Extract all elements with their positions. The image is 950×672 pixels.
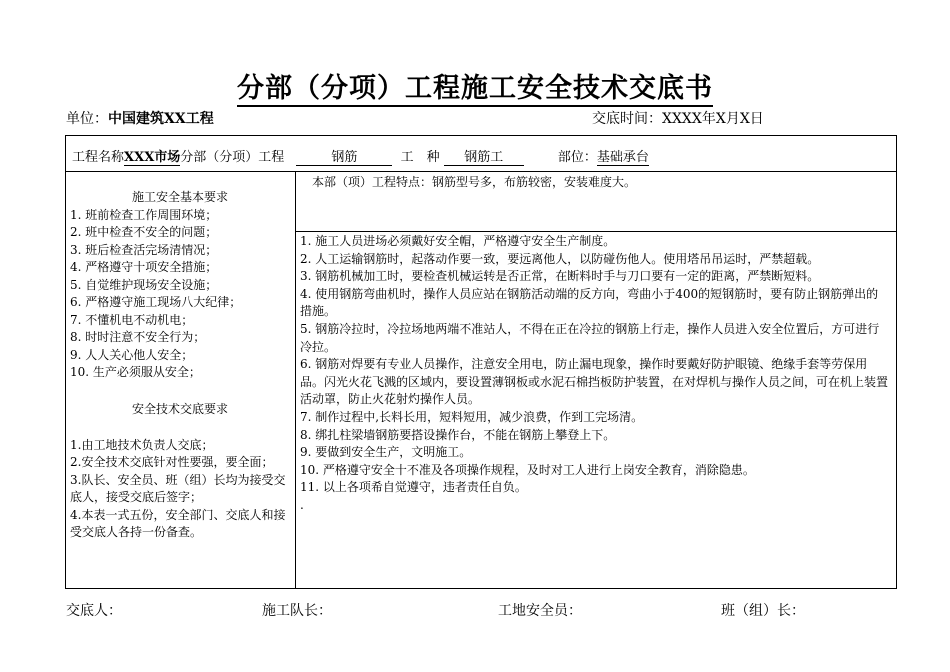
subproject-value: 钢筋 — [296, 146, 392, 166]
list-item: 7. 制作过程中,长料长用，短料短用，减少浪费，作到工完场清。 — [300, 409, 644, 424]
unit-line — [66, 108, 214, 128]
basic-requirements — [70, 189, 290, 382]
list-item: 6. 钢筋对焊要有专业人员操作，注意安全用电，防止漏电现象，操作时要戴好防护眼镜、绝缘手套等劳保用品。闪光火花飞溅的区域内，要设置薄钢板或水泥石棉挡板防护装置，在对焊机与操作人员之间，可在机上装置活动罩，防止火花射灼操作人员。 — [300, 357, 889, 407]
work-type-value: 钢筋工 — [444, 146, 524, 166]
list-item: 6. 严格遵守施工现场八大纪律； — [70, 295, 242, 309]
project-row — [72, 146, 649, 166]
disclosure-requirements — [70, 401, 290, 542]
column-divider — [295, 171, 296, 588]
list-item: 5. 钢筋冷拉时，冷拉场地两端不准站人，不得在正在冷拉的钢筋上行走，操作人员进入安全位置后，方可进行冷拉。 — [300, 321, 880, 354]
list-item: 4. 严格遵守十项安全措施； — [70, 260, 218, 274]
project-features: 本部（项）工程特点：钢筋型号多，布筋较密，安装难度大。 — [312, 175, 637, 189]
list-item: 1.由工地技术负责人交底； — [70, 437, 214, 452]
disclosure-heading: 安全技术交底要求 — [131, 402, 228, 416]
list-item: 10. 严格遵守安全十不准及各项操作规程，及时对工人进行上岗安全教育，消除隐患。 — [300, 462, 755, 477]
list-item: 1. 施工人员进场必须戴好安全帽，严格遵守安全生产制度。 — [300, 234, 616, 248]
safety-officer-signature: 工地安全员： — [498, 603, 582, 619]
safety-measures — [300, 233, 890, 515]
date-line: 交底时间：XXXX年X月X日 — [592, 111, 764, 127]
work-type-label: 工 种 — [400, 150, 440, 165]
list-item: 4.本表一式五份，安全部门、交底人和接受交底人各持一份备查。 — [70, 507, 286, 539]
part-label: 部位： — [557, 150, 597, 165]
list-item: 2. 人工运输钢筋时，起落动作要一致，要远离他人，以防碰伤他人。使用塔吊吊运时，严禁超载。 — [300, 251, 820, 266]
project-name-value: XXX市场 — [124, 150, 181, 165]
group-leader-signature: 班（组）长： — [721, 603, 805, 619]
basic-heading: 施工安全基本要求 — [131, 190, 228, 204]
discloser-signature: 交底人： — [66, 603, 122, 619]
team-leader-signature: 施工队长： — [262, 603, 332, 619]
subproject-label: 分部（分项）工程 — [180, 150, 285, 165]
list-item: 2. 班中检查不安全的问题； — [70, 225, 218, 239]
list-item: 4. 使用钢筋弯曲机时，操作人员应站在钢筋活动端的反方向，弯曲小于400的短钢筋时，要有防止钢筋弹出的措施。 — [300, 286, 879, 319]
list-item: 10. 生产必须服从安全； — [70, 365, 201, 379]
list-item: 3. 班后检查活完场清情况； — [70, 242, 218, 257]
unit-label: 单位： — [66, 111, 108, 127]
list-item: 5. 自觉维护现场安全设施； — [70, 277, 218, 292]
row-divider — [66, 171, 896, 172]
list-item: . — [300, 497, 304, 512]
list-item: 2.安全技术交底针对性要强，要全面； — [70, 455, 274, 469]
list-item: 9. 要做到安全生产，文明施工。 — [300, 445, 472, 460]
list-item: 3.队长、安全员、班（组）长均为接受交底人，接受交底后签字； — [70, 472, 286, 504]
list-item: 11. 以上各项希自觉遵守，违者责任自负。 — [300, 480, 527, 495]
project-name-label: 工程名称 — [72, 150, 125, 165]
list-item: 9. 人人关心他人安全； — [70, 347, 194, 362]
list-item: 8. 时时注意不安全行为； — [70, 330, 206, 344]
list-item: 3. 钢筋机械加工时，要检查机械运转是否正常，在断料时手与刀口要有一定的距离，严禁断短料。 — [300, 269, 820, 284]
document-title: 分部（分项）工程施工安全技术交底书 — [0, 66, 950, 105]
part-value: 基础承台 — [596, 150, 649, 165]
unit-value: 中国建筑XX工程 — [108, 111, 214, 127]
list-item: 8. 绑扎柱梁墙钢筋要搭设操作台，不能在钢筋上攀登上下。 — [300, 427, 616, 442]
list-item: 1. 班前检查工作周围环境； — [70, 207, 218, 222]
features-divider — [295, 231, 896, 232]
list-item: 7. 不懂机电不动机电； — [70, 312, 194, 327]
